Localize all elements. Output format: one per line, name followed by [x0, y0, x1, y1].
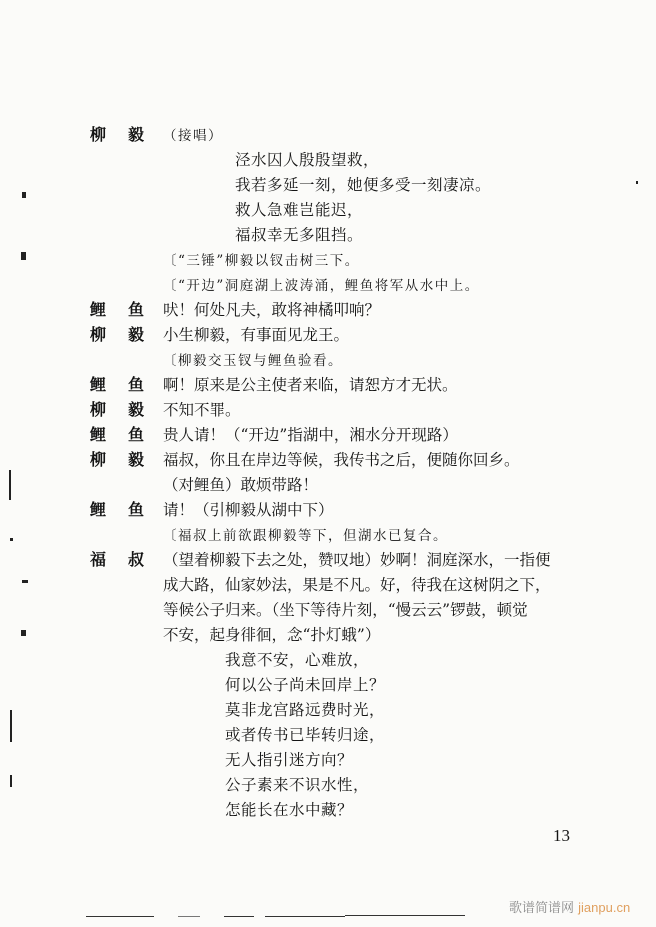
speaker-char: 柳	[90, 400, 107, 419]
speaker-char: 毅	[128, 125, 145, 144]
speaker-char: 鲤	[90, 425, 107, 444]
verse-line: 公子素来不识水性，	[225, 776, 370, 794]
speaker-char: 鲤	[90, 500, 107, 519]
dialogue-continuation: 不安，起身徘徊，念“扑灯蛾”）	[163, 626, 381, 644]
speaker-char: 叔	[128, 550, 145, 569]
stage-direction: 〔“开边”洞庭湖上波涛涌，鲤鱼将军从水中上。	[163, 278, 480, 294]
verse-line: 泾水囚人殷殷望救，	[235, 151, 380, 169]
scan-rule	[265, 916, 345, 917]
dialogue-line: 请！（引柳毅从湖中下）	[163, 501, 334, 519]
watermark	[509, 897, 630, 916]
dialogue-continuation: 成大路，仙家妙法，果是不凡。好，待我在这树阴之下，	[163, 576, 551, 594]
scan-speck	[10, 775, 12, 787]
scan-speck	[22, 580, 28, 583]
sung-cue: （接唱）	[163, 128, 223, 144]
dialogue-line: 吠！何处凡夫，敢将神橘叩响？	[163, 301, 381, 319]
dialogue-line: 小生柳毅，有事面见龙王。	[163, 326, 350, 344]
scan-speck	[21, 252, 26, 260]
scan-speck	[10, 538, 13, 541]
verse-line: 何以公子尚未回岸上？	[225, 676, 386, 694]
speaker-char: 鲤	[90, 300, 107, 319]
speaker-char: 福	[90, 550, 107, 569]
verse-line: 莫非龙宫路远费时光，	[225, 701, 386, 719]
dialogue-line: 福叔，你且在岸边等候，我传书之后，便随你回乡。	[163, 451, 520, 469]
dialogue-line: 不知不罪。	[163, 401, 241, 419]
verse-line: 救人急难岂能迟，	[235, 201, 364, 219]
speaker-char: 柳	[90, 450, 107, 469]
verse-line: 我若多延一刻，她便多受一刻凄凉。	[235, 176, 492, 194]
speaker-char: 鱼	[128, 375, 145, 394]
speaker-char: 鱼	[128, 300, 145, 319]
speaker-char: 鱼	[128, 425, 145, 444]
scan-speck	[10, 710, 12, 742]
scan-rule	[178, 916, 200, 917]
watermark-text: 歌谱简谱网	[509, 901, 575, 916]
speaker-char: 毅	[128, 325, 145, 344]
scan-rule	[86, 916, 154, 917]
scan-speck	[21, 630, 26, 636]
scan-speck	[636, 181, 638, 184]
scan-rule	[224, 916, 254, 917]
speaker-char: 鲤	[90, 375, 107, 394]
dialogue-line: 贵人请！（“开边”指湖中，湘水分开现路）	[163, 426, 458, 444]
speaker-char: 柳	[90, 125, 107, 144]
scan-speck	[9, 470, 11, 500]
verse-line: 怎能长在水中藏？	[225, 801, 354, 819]
dialogue-line: （望着柳毅下去之处，赞叹地）妙啊！洞庭深水，一指便	[163, 551, 551, 569]
dialogue-continuation: （对鲤鱼）敢烦带路！	[163, 476, 319, 494]
speaker-char: 鱼	[128, 500, 145, 519]
scan-speck	[22, 192, 26, 198]
scan-rule	[345, 915, 465, 916]
speaker-char: 毅	[128, 450, 145, 469]
speaker-char: 柳	[90, 325, 107, 344]
verse-line: 福叔幸无多阻挡。	[235, 226, 364, 244]
page-number: 13	[553, 826, 570, 845]
dialogue-line: 啊！原来是公主使者来临，请恕方才无状。	[163, 376, 458, 394]
stage-direction: 〔福叔上前欲跟柳毅等下，但湖水已复合。	[163, 528, 448, 544]
verse-line: 无人指引迷方向？	[225, 751, 354, 769]
verse-line: 或者传书已毕转归途，	[225, 726, 386, 744]
verse-line: 我意不安，心难放，	[225, 651, 370, 669]
watermark-url: jianpu.cn	[578, 900, 631, 915]
stage-direction: 〔柳毅交玉钗与鲤鱼验看。	[163, 353, 343, 369]
speaker-char: 毅	[128, 400, 145, 419]
stage-direction: 〔“三锤”柳毅以钗击树三下。	[163, 253, 360, 269]
dialogue-continuation: 等候公子归来。（坐下等待片刻，“慢云云”锣鼓，顿觉	[163, 601, 528, 619]
